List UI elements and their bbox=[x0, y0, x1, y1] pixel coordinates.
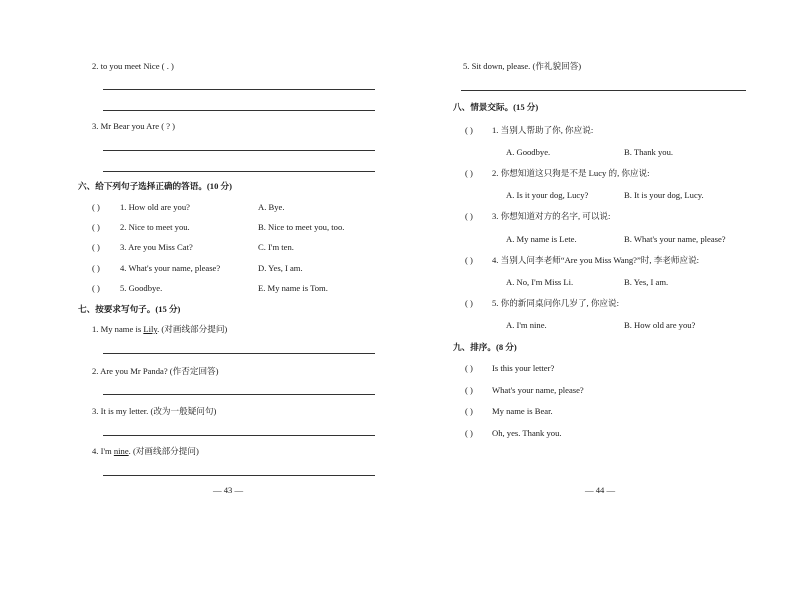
answer-line bbox=[103, 353, 375, 354]
q1-prefix: 1. My name is bbox=[92, 324, 144, 334]
answer-bracket: ( ) bbox=[465, 363, 473, 373]
page-number: — 43 — bbox=[212, 485, 244, 495]
option-text: B. Nice to meet you, too. bbox=[258, 222, 345, 232]
answer-bracket: ( ) bbox=[92, 202, 100, 212]
answer-line bbox=[103, 150, 375, 151]
question-text: 4. What's your name, please? bbox=[120, 263, 221, 273]
option-text: C. I'm ten. bbox=[258, 242, 294, 252]
answer-bracket: ( ) bbox=[92, 242, 100, 252]
option-text: A. Bye. bbox=[258, 202, 285, 212]
underlined-word: Lily bbox=[143, 324, 158, 334]
answer-bracket: ( ) bbox=[92, 283, 100, 293]
sentence-text: Is this your letter? bbox=[492, 363, 555, 373]
prompt-text: 1. 当别人帮助了你, 你应说: bbox=[492, 125, 594, 135]
question-text: 1. How old are you? bbox=[120, 202, 190, 212]
option-b: B. Thank you. bbox=[624, 147, 674, 157]
answer-bracket: ( ) bbox=[92, 263, 100, 273]
answer-bracket: ( ) bbox=[465, 406, 473, 416]
answer-bracket: ( ) bbox=[465, 255, 473, 265]
q4-prefix: 4. I'm bbox=[92, 446, 114, 456]
answer-line bbox=[103, 110, 375, 111]
answer-bracket: ( ) bbox=[465, 168, 473, 178]
q1-instruction: . (对画线部分提问) bbox=[157, 324, 228, 334]
right-page bbox=[400, 0, 800, 598]
answer-line bbox=[103, 435, 375, 436]
section7-q4 bbox=[92, 447, 199, 456]
sentence-text: My name is Bear. bbox=[492, 406, 553, 416]
sentence-text: What's your name, please? bbox=[492, 385, 584, 395]
answer-line bbox=[103, 89, 375, 90]
answer-line bbox=[103, 394, 375, 395]
option-b: B. Yes, I am. bbox=[624, 277, 669, 287]
word-order-q3: 3. Mr Bear you Are ( ? ) bbox=[92, 121, 176, 131]
section6-title: 六、给下列句子选择正确的答语。(10 分) bbox=[78, 181, 232, 191]
question-text: 5. Goodbye. bbox=[120, 283, 163, 293]
answer-bracket: ( ) bbox=[465, 298, 473, 308]
answer-line bbox=[103, 171, 375, 172]
option-a: A. I'm nine. bbox=[506, 320, 547, 330]
option-text: E. My name is Tom. bbox=[258, 283, 328, 293]
option-b: B. How old are you? bbox=[624, 320, 696, 330]
answer-bracket: ( ) bbox=[465, 428, 473, 438]
option-a: A. Goodbye. bbox=[506, 147, 551, 157]
question-text: 3. Are you Miss Cat? bbox=[120, 242, 193, 252]
section8-title: 八、情景交际。(15 分) bbox=[453, 102, 539, 112]
option-a: A. Is it your dog, Lucy? bbox=[506, 190, 589, 200]
answer-bracket: ( ) bbox=[465, 125, 473, 135]
answer-bracket: ( ) bbox=[465, 385, 473, 395]
question-text: 2. Nice to meet you. bbox=[120, 222, 190, 232]
underlined-word: nine bbox=[113, 446, 129, 456]
section7-title: 七、按要求写句子。(15 分) bbox=[78, 304, 181, 314]
option-b: B. What's your name, please? bbox=[624, 234, 726, 244]
section7-q1 bbox=[92, 325, 227, 334]
word-order-q2: 2. to you meet Nice ( . ) bbox=[92, 61, 174, 71]
answer-line bbox=[103, 475, 375, 476]
answer-line bbox=[461, 90, 746, 91]
answer-bracket: ( ) bbox=[465, 211, 473, 221]
word-order-q5: 5. Sit down, please. (作礼貌回答) bbox=[463, 61, 582, 71]
option-a: A. No, I'm Miss Li. bbox=[506, 277, 574, 287]
sentence-text: Oh, yes. Thank you. bbox=[492, 428, 562, 438]
section7-q2: 2. Are you Mr Panda? (作否定回答) bbox=[92, 366, 219, 376]
prompt-text: 3. 你想知道对方的名字, 可以说: bbox=[492, 211, 611, 221]
prompt-text: 4. 当别人问李老师“Are you Miss Wang?”时, 李老师应说: bbox=[492, 255, 700, 265]
option-text: D. Yes, I am. bbox=[258, 263, 303, 273]
section9-title: 九、排序。(8 分) bbox=[453, 342, 517, 352]
answer-bracket: ( ) bbox=[92, 222, 100, 232]
prompt-text: 2. 你想知道这只狗是不是 Lucy 的, 你应说: bbox=[492, 168, 650, 178]
option-a: A. My name is Lete. bbox=[506, 234, 577, 244]
prompt-text: 5. 你的新同桌问你几岁了, 你应说: bbox=[492, 298, 619, 308]
section7-q3: 3. It is my letter. (改为一般疑问句) bbox=[92, 406, 217, 416]
option-b: B. It is your dog, Lucy. bbox=[624, 190, 704, 200]
page-number: — 44 — bbox=[584, 485, 616, 495]
q4-instruction: . (对画线部分提问) bbox=[128, 446, 199, 456]
